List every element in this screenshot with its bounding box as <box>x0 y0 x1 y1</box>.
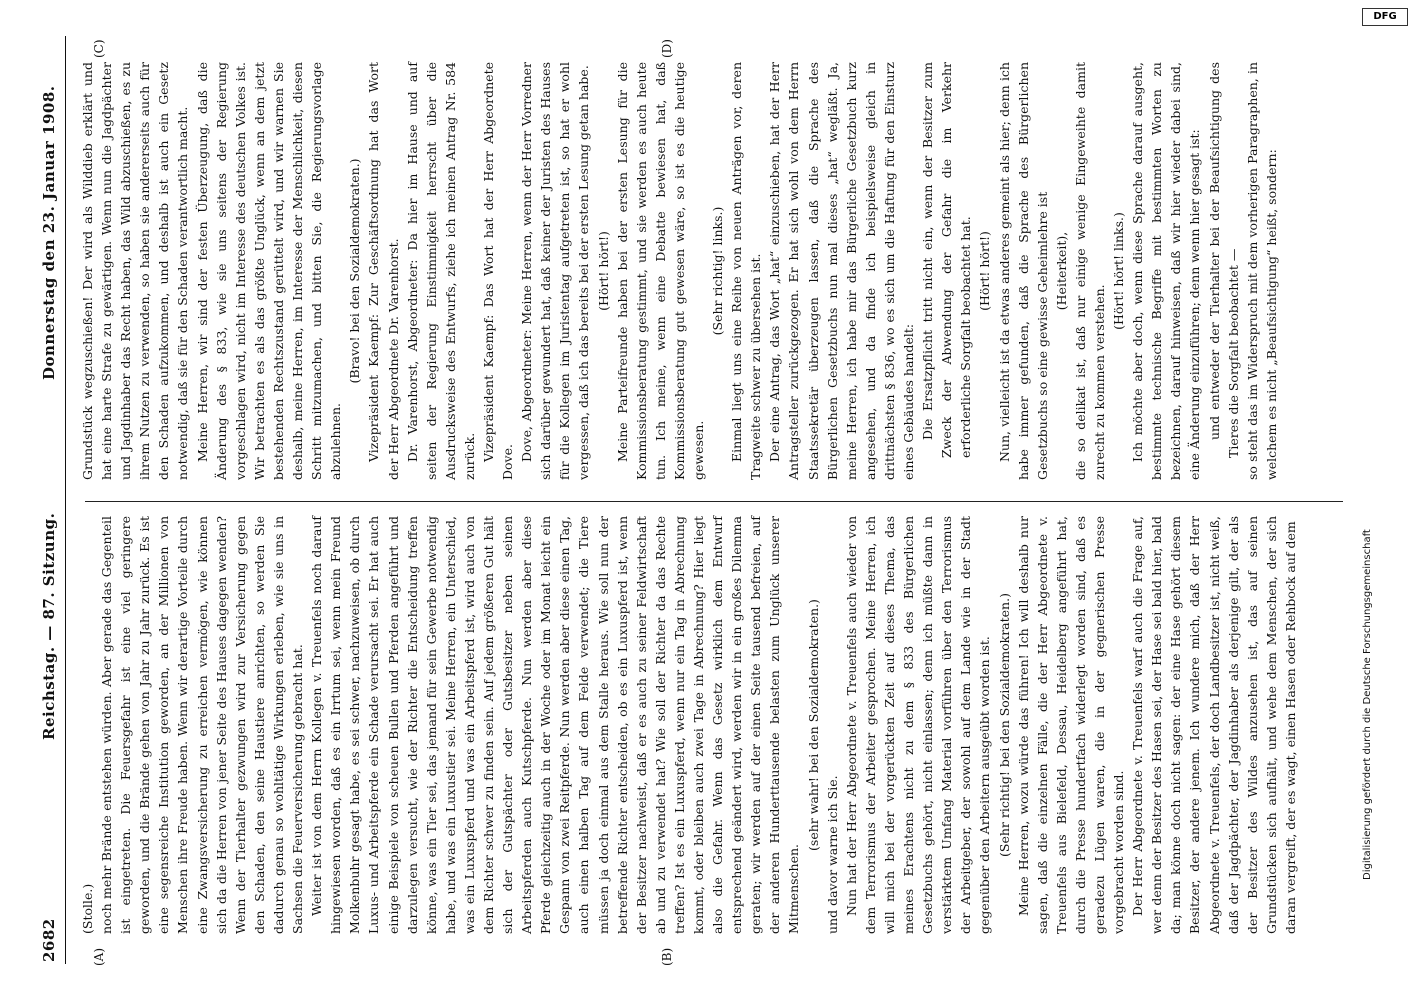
quote: Die Ersatzpflicht tritt nicht ein, wenn der Besitzer zum Zweck der Abwendung der Gefahr die im Verkehr erforderliche Sorgfalt beobachtet hat. <box>920 62 974 458</box>
right-column <box>78 62 1281 480</box>
interjection: (Sehr richtig! links.) <box>710 206 726 336</box>
dfg-logo: DFG <box>1362 8 1408 26</box>
interjection: (Sehr richtig! bei den Sozialdemokraten.) <box>996 593 1012 857</box>
paragraph: Vizepräsident Kaempf: Zur Geschäftsordnung hat das Wort der Herr Abgeordnete Dr. Varenhorst. <box>366 62 401 480</box>
marker-a: (A) <box>92 947 106 966</box>
paragraph: Dr. Varenhorst, Abgeordneter: Da hier im Hause und auf seiten der Regierung Einstimmigkeit herrscht über die Ausdrucksweise des Entwurfs, ziehe ich meinen Antrag Nr. 584 zurück. <box>404 62 477 480</box>
paragraph: Grundstück wegzuschießen! Der wird als Wilddieb erklärt und hat eine harte Strafe zu gewärtigen. Wenn nun die Jagdpächter und Jagdinhaber das Recht haben, das Wild abzuschießen, es zu ihrem Nutzen zu verwenden, so haben sie andererseits auch für den Schaden aufzukommen, und deshalb ist auch ein Gesetz notwendig, daß sie für den Schaden verantwortlich macht. <box>80 62 191 480</box>
speaker-label: (Stolle.) <box>80 883 95 934</box>
paragraph: Meine Herren, wozu würde das führen! Ich will deshalb nur sagen, daß die einzelnen Fälle, die der Herr Abgeordnete v. Treuenfels aus Bielefeld, Dessau, Heidelberg angeführt hat, durch die Presse hundertfach widerlegt worden sind, daß es geradezu Lügen waren, die in der gegnerischen Presse vorgebracht worden sind. <box>1015 516 1127 934</box>
quote: und entweder der Tierhalter bei der Beaufsichtigung des Tieres die Sorgfalt beobachtet — <box>1206 62 1241 458</box>
header-rule <box>65 36 66 964</box>
paragraph: Nun, vielleicht ist da etwas anderes gemeint als hier; denn ich habe immer gefunden, daß die Sprache des Bürgerlichen Gesetzbuchs so eine gewisse Geheimlehre ist <box>996 62 1050 480</box>
paragraph: Der Herr Abgeordnete v. Treuenfels warf auch die Frage auf, wer denn der Besitzer des Hasen sei, der Hase sei bald hier, bald da; man könne doch nicht sagen: der eine Hase gehört diesem Besitzer, der andere jenem. Ich wundere mich, daß der Herr Abgeordnete v. Treuenfels, der doch Landbesitzer ist, nicht weiß, daß der Jagdpächter, der Jagdinhaber als derjenige gilt, der als der Besitzer des Wildes anzusehen ist, das auf seinen Grundstücken sich aufhält, und wehe dem Menschen, der sich daran vergreift, der es wagt, einen Hasen oder Rehbock auf dem <box>1130 516 1298 934</box>
interjection: (Bravo! bei den Sozialdemokraten.) <box>347 158 363 384</box>
paragraph: Der eine Antrag, das Wort „hat“ einzuschieben, hat der Herr Antragsteller zurückgezogen. Er hat sich wohl von dem Herrn Staatssekretär überzeugen lassen, daß die Sprache des Bürgerlichen Gesetzbuchs nun mal dieses „hat“ wegläßt. Ja, meine Herren, ich habe mir das Bürgerliche Gesetzbuch kurz angesehen, und da finde ich beispielsweise gleich in drittnächsten § 836, wo es sich um die Haftung für den Einsturz eines Gebäudes handelt: <box>767 62 917 480</box>
paragraph: Meine Parteifreunde haben bei der ersten Lesung für die Kommissionsberatung gestimmt, und sie werden es auch heute tun. Ich meine, wenn eine Debatte bewiesen hat, daß Kommissionsberatung gut gewesen wäre, so ist es die heutige gewesen. <box>614 62 706 480</box>
digitization-credit: Digitalisierung gefördert durch die Deutsche Forschungsgemeinschaft <box>1362 529 1373 880</box>
column-separator <box>85 501 1343 502</box>
interjection: (Hört! hört! links.) <box>1111 212 1127 330</box>
left-column <box>78 516 1300 934</box>
paragraph: Einmal liegt uns eine Reihe von neuen Anträgen vor, deren Tragweite schwer zu übersehen ist. <box>729 62 764 480</box>
paragraph: noch mehr Brände entstehen würden. Aber gerade das Gegenteil ist eingetreten. Die Feuersgefahr ist eine viel geringere geworden, und die Brände gehen von Jahr zu Jahr zurück. Es ist eine segensreiche Institution geworden, an der Millionen von Menschen ihre Freude haben. Wenn wir derartige Vorteile durch eine Zwangsversicherung zu erreichen vermögen, wie können sich da die Herren von jener Seite des Hauses dagegen wenden? Wenn der Tierhalter gezwungen wird zur Versicherung gegen den Schaden, den seine Haustiere anrichten, so werden Sie dadurch genau so wohltätige Wirkungen erleben, wie sie uns in Sachsen die Feuerversicherung gebracht hat. <box>99 516 306 934</box>
marker-d: (D) <box>660 39 674 58</box>
header-date: Donnerstag den 23. Januar 1908. <box>40 85 58 380</box>
interjection: (Hört! hört!) <box>595 231 611 311</box>
paragraph: Weiter ist von dem Herrn Kollegen v. Treuenfels noch darauf hingewiesen worden, daß es ein Irrtum sei, wenn mein Freund Molkenbuhr gesagt habe, es sei schwer, nachzuweisen, ob durch Luxus- und Arbeitspferde ein Schade verursacht sei. Er hat auch einige Beispiele von scheuen Bullen und Pferden angeführt und darzulegen versucht, wie der Richter die Entscheidung treffen könne, was ein Tier sei, das jemand für sein Gewerbe notwendig habe, und was ein Luxustier sei. Meine Herren, ein Unterschied, was ein Luxuspferd und was ein Arbeitspferd ist, wird auch von dem Richter schwer zu finden sein. Auf jedem größeren Gut hält sich der Gutspächter oder Gutsbesitzer neben seinen Arbeitspferden auch Kutschpferde. Nun werden aber diese Pferde gleichzeitig auch in der Woche oder im Monat leicht ein Gespann von zwei Reitpferde. Nun werden aber diese einen Tag, auch einen halben Tag auf dem Felde verwendet; die Tiere müssen ja doch einmal aus dem Stalle heraus. Wie soll nun der betreffende Richter entscheiden, ob es ein Luxuspferd ist, wenn der Besitzer nachweist, daß er es auch zu seiner Feldwirtschaft ab und zu verwendet hat? Wie soll der Richter da das Rechte treffen? Ist es ein Luxuspferd, wenn nur ein Tag in Abrechnung kommt, oder bleiben auch zwei Tage in Abrechnung? Hier liegt also die Gefahr. Wenn das Gesetz wirklich dem Entwurf entsprechend geändert wird, werden wir in ein großes Dilemma geraten; wir werden auf der einen Seite tausend befreien, auf der anderen Hunderttausende belasten zum Unglück unserer Mitmenschen. <box>309 516 802 934</box>
paragraph: Dove, Abgeordneter: Meine Herren, wenn der Herr Vorredner sich darüber gewundert hat, daß keiner der Juristen des Hauses für die Kollegen im Juristentag aufgetreten ist, so hat er wohl vergessen, daß ich das bereits bei der ersten Lesung getan habe. <box>519 62 592 480</box>
paragraph: Vizepräsident Kaempf: Das Wort hat der Herr Abgeordnete Dove. <box>480 62 516 480</box>
header-center: Reichstag. — 87. Sitzung. <box>40 512 58 740</box>
interjection: (Heiterkeit), <box>1053 231 1069 311</box>
paragraph: Nun hat der Herr Abgeordnete v. Treuenfels auch wieder von dem Terrorismus der Arbeiter gesprochen. Meine Herren, ich will mich bei der vorgerückten Zeit auf dieses Thema, das meines Erachtens nicht zu dem § 833 des Bürgerlichen Gesetzbuchs gehört, nicht einlassen; denn ich müßte dann in verstärktem Umfang Material vorführen über den Terrorismus der Arbeitgeber, der sowohl auf dem Lande wie in der Stadt gegenüber den Arbeitern ausgeübt worden ist. <box>843 516 993 934</box>
paragraph: so steht das im Widerspruch mit dem vorherigen Paragraphen, in welchem es nicht „Beaufsichtigung“ heißt, sondern: <box>1244 62 1279 480</box>
paragraph: Ich möchte aber doch, wenn diese Sprache darauf ausgeht, bestimmte technische Begriffe mit bestimmten Worten zu bezeichnen, darauf hinweisen, daß wir hier wieder dabei sind, eine Änderung einzuführen; denn wenn hier gesagt ist: <box>1130 62 1203 480</box>
paragraph: Meine Herren, wir sind der festen Überzeugung, daß die Änderung des § 833, wie sie uns seitens der Regierung vorgeschlagen wird, nicht im Interesse des deutschen Volkes ist. Wir betrachten es als das größte Unglück, wenn an dem jetzt bestehenden Rechtszustand gerüttelt wird, und wir warnen Sie deshalb, meine Herren, im Interesse der Menschlichkeit, diesen Schritt mitzumachen, und bitten Sie, die Regierungsvorlage abzulehnen. <box>194 62 344 480</box>
marker-b: (B) <box>660 947 674 966</box>
marker-c: (C) <box>92 39 106 58</box>
interjection: (sehr wahr! bei den Sozialdemokraten.) <box>805 599 821 851</box>
paragraph: die so delikat ist, daß nur einige wenige Eingeweihte damit zurecht zu kommen verstehen. <box>1072 62 1107 480</box>
interjection: (Hört! hört!) <box>977 231 993 311</box>
paragraph: und davor warne ich Sie. <box>824 775 840 934</box>
page-number: 2682 <box>40 918 58 962</box>
